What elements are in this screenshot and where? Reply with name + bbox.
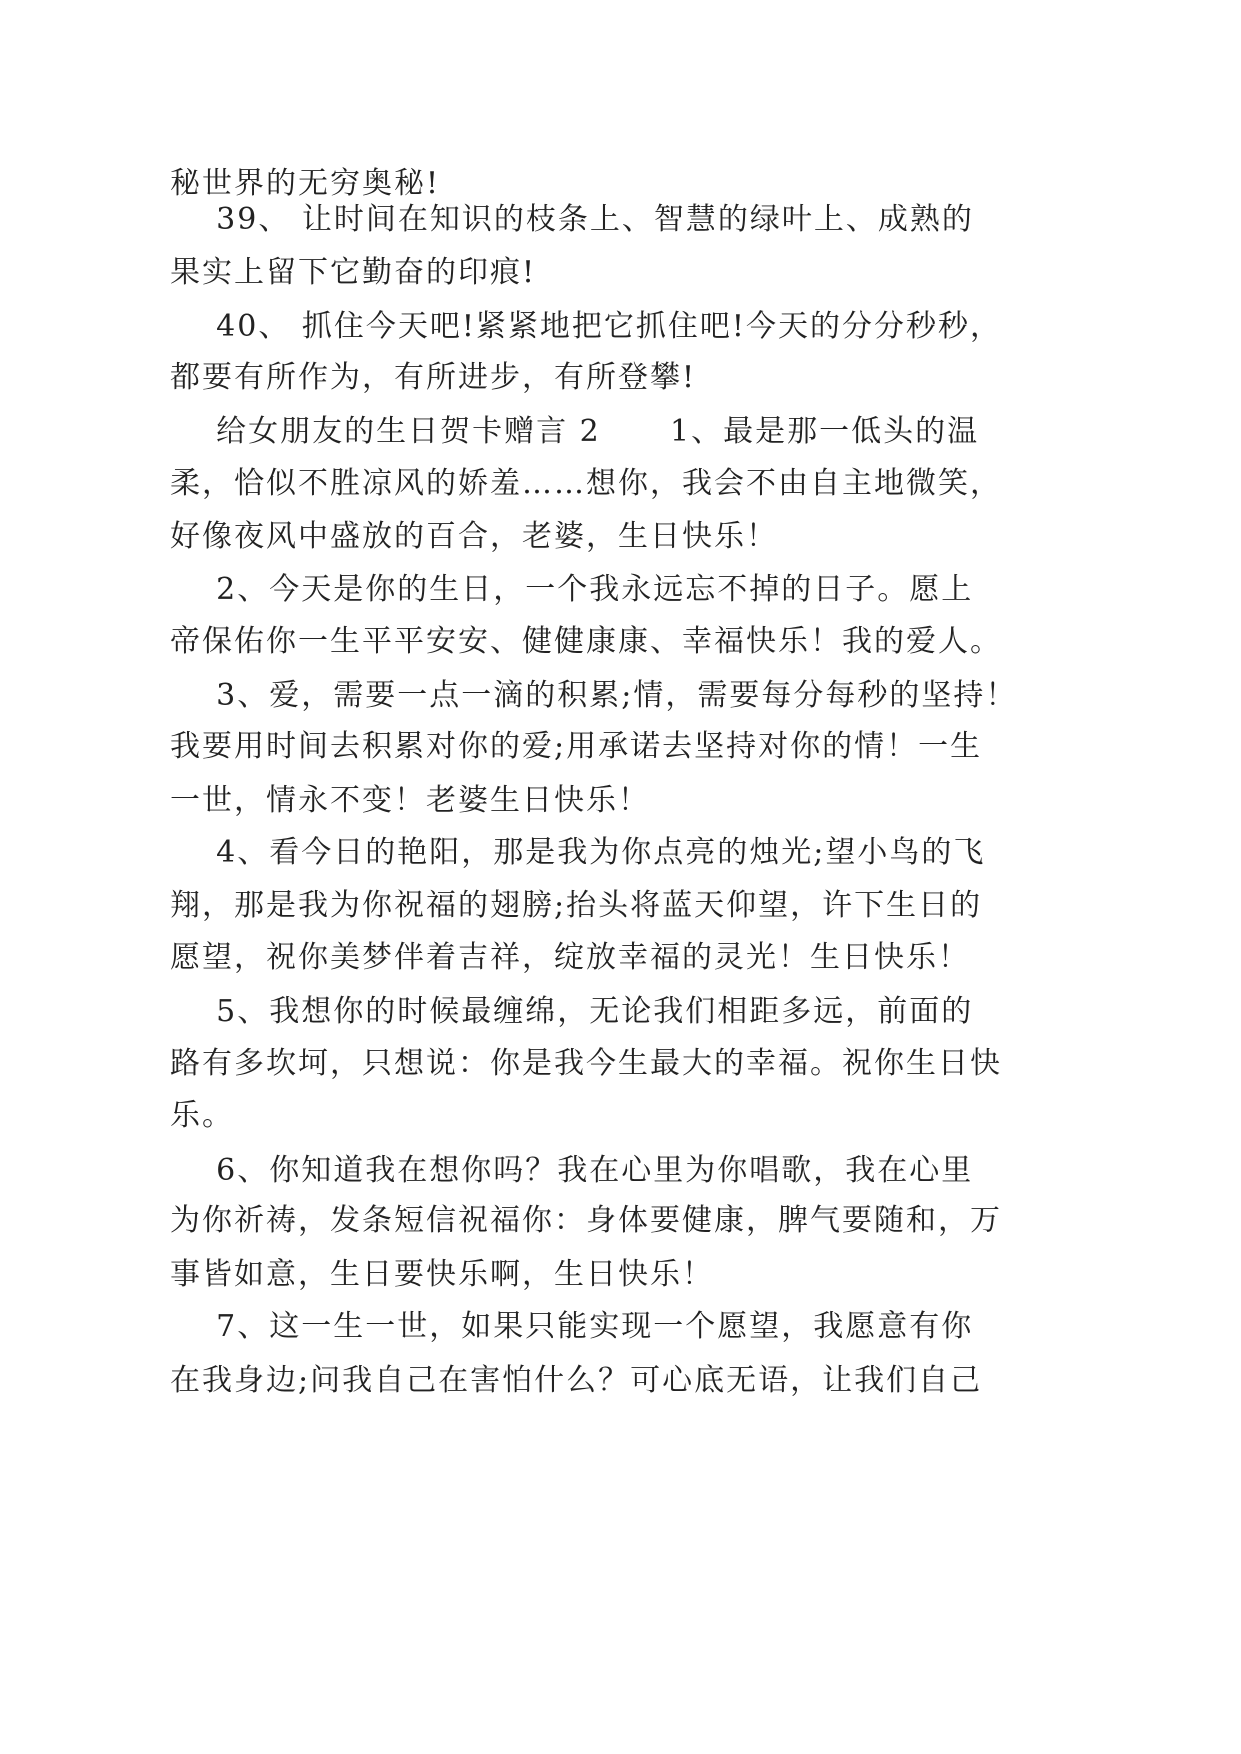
text-line: 好像夜风中盛放的百合，老婆，生日快乐！ bbox=[170, 519, 778, 554]
text-line: 果实上留下它勤奋的印痕! bbox=[170, 255, 537, 290]
text-line: 在我身边;问我自己在害怕什么？可心底无语，让我们自己 bbox=[170, 1363, 983, 1398]
text-line: 6、你知道我在想你吗？我在心里为你唱歌，我在心里 bbox=[170, 1153, 974, 1188]
text-line: 2、今天是你的生日，一个我永远忘不掉的日子。愿上 bbox=[170, 572, 974, 607]
text-line: 乐。 bbox=[170, 1098, 234, 1133]
text-line: 39、 让时间在知识的枝条上、智慧的绿叶上、成熟的 bbox=[170, 202, 974, 237]
text-line: 事皆如意，生日要快乐啊，生日快乐！ bbox=[170, 1257, 714, 1292]
text-line: 一世，情永不变！老婆生日快乐！ bbox=[170, 783, 650, 818]
text-line: 路有多坎坷，只想说：你是我今生最大的幸福。祝你生日快 bbox=[170, 1046, 1002, 1081]
text-line: 为你祈祷，发条短信祝福你：身体要健康，脾气要随和，万 bbox=[170, 1203, 1002, 1238]
text-line: 帝保佑你一生平平安安、健健康康、幸福快乐！我的爱人。 bbox=[170, 624, 1002, 659]
text-line: 秘世界的无穷奥秘! bbox=[170, 166, 441, 201]
text-line: 40、 抓住今天吧!紧紧地把它抓住吧!今天的分分秒秒， bbox=[170, 309, 1002, 344]
text-line: 4、看今日的艳阳，那是我为你点亮的烛光;望小鸟的飞 bbox=[170, 835, 986, 870]
text-line: 3、爱，需要一点一滴的积累;情，需要每分每秒的坚持！ bbox=[170, 678, 1018, 713]
text-line: 都要有所作为，有所进步，有所登攀! bbox=[170, 360, 697, 395]
text-line: 翔，那是我为你祝福的翅膀;抬头将蓝天仰望，许下生日的 bbox=[170, 888, 983, 923]
text-line: 柔，恰似不胜凉风的娇羞……想你，我会不由自主地微笑， bbox=[170, 466, 1002, 501]
text-line: 给女朋友的生日贺卡赠言 2 1、最是那一低头的温 bbox=[170, 414, 980, 449]
text-line: 愿望，祝你美梦伴着吉祥，绽放幸福的灵光！生日快乐！ bbox=[170, 940, 970, 975]
text-line: 7、这一生一世，如果只能实现一个愿望，我愿意有你 bbox=[170, 1309, 974, 1344]
text-line: 5、我想你的时候最缠绵，无论我们相距多远，前面的 bbox=[170, 994, 974, 1029]
text-line: 我要用时间去积累对你的爱;用承诺去坚持对你的情！一生 bbox=[170, 729, 983, 764]
